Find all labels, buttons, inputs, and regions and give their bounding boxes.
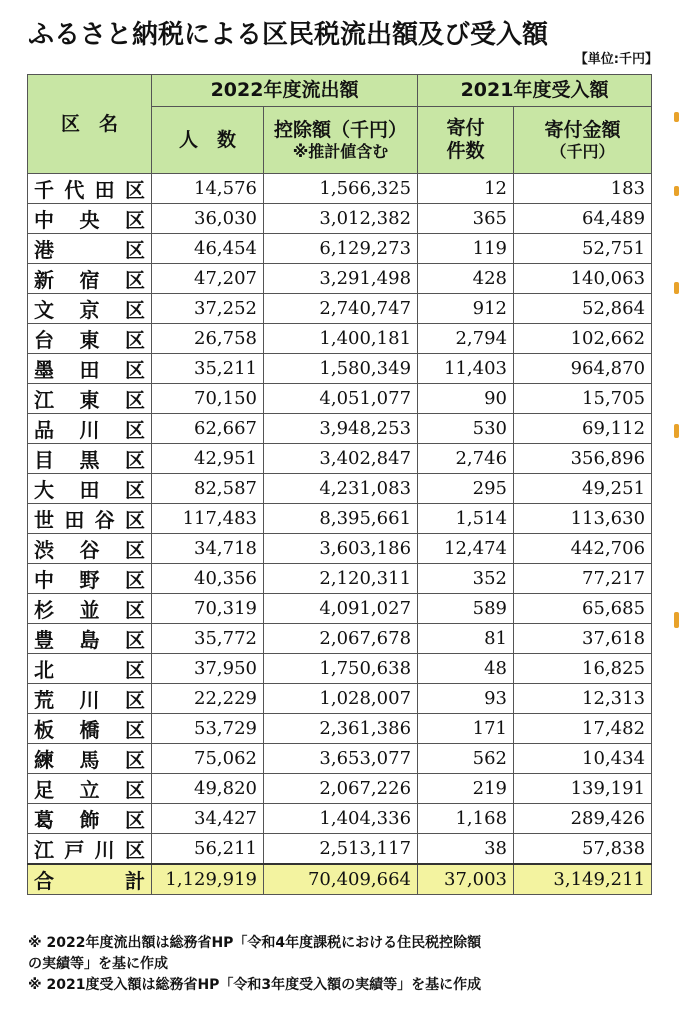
count-cell: 1,168 [418, 804, 514, 834]
deduction-cell: 6,129,273 [264, 234, 418, 264]
footnote-line: の実績等」を基に作成 [28, 956, 168, 972]
count-cell: 81 [418, 624, 514, 654]
count-cell: 2,746 [418, 444, 514, 474]
deduction-cell: 4,091,027 [264, 594, 418, 624]
header-amount [514, 107, 652, 174]
table-row [28, 204, 652, 234]
total-label: 合計 [28, 864, 152, 895]
header-inflow-group: 2021年度受入額 [418, 75, 652, 107]
deduction-cell: 1,400,181 [264, 324, 418, 354]
people-cell: 37,950 [152, 654, 264, 684]
count-cell: 428 [418, 264, 514, 294]
people-cell: 14,576 [152, 174, 264, 204]
table-row [28, 594, 652, 624]
ward-name: 北区 [28, 654, 152, 684]
ward-name: 港区 [28, 234, 152, 264]
table-row [28, 684, 652, 714]
footnote-line: ※ 2022年度流出額は総務省HP「令和4年度課税における住民税控除額 [28, 935, 482, 951]
table-row [28, 414, 652, 444]
ward-name: 渋谷区 [28, 534, 152, 564]
header-amount-line1: 寄付金額 [544, 119, 621, 141]
amount-cell: 12,313 [514, 684, 652, 714]
total-count: 37,003 [418, 864, 514, 895]
amount-cell: 57,838 [514, 834, 652, 865]
footnote-line: ※ 2021度受入額は総務省HP「令和3年度受入額の実績等」を基に作成 [28, 977, 482, 993]
people-cell: 34,427 [152, 804, 264, 834]
amount-cell: 52,864 [514, 294, 652, 324]
ward-name: 練馬区 [28, 744, 152, 774]
people-cell: 35,772 [152, 624, 264, 654]
table-row [28, 834, 652, 865]
deduction-cell: 2,361,386 [264, 714, 418, 744]
header-deduction-line2: ※推計値含む [292, 141, 389, 161]
table-row [28, 324, 652, 354]
header-deduction [264, 107, 418, 174]
count-cell: 562 [418, 744, 514, 774]
amount-cell: 65,685 [514, 594, 652, 624]
count-cell: 12 [418, 174, 514, 204]
amount-cell: 140,063 [514, 264, 652, 294]
deduction-cell: 1,566,325 [264, 174, 418, 204]
total-people: 1,129,919 [152, 864, 264, 895]
ward-name: 江東区 [28, 384, 152, 414]
count-cell: 48 [418, 654, 514, 684]
people-cell: 53,729 [152, 714, 264, 744]
deduction-cell: 4,231,083 [264, 474, 418, 504]
count-cell: 1,514 [418, 504, 514, 534]
people-cell: 117,483 [152, 504, 264, 534]
count-cell: 365 [418, 204, 514, 234]
header-outflow-group: 2022年度流出額 [152, 75, 418, 107]
ward-name: 江戸川区 [28, 834, 152, 865]
deduction-cell: 1,404,336 [264, 804, 418, 834]
deduction-cell: 3,291,498 [264, 264, 418, 294]
deduction-cell: 1,750,638 [264, 654, 418, 684]
deduction-cell: 3,402,847 [264, 444, 418, 474]
people-cell: 35,211 [152, 354, 264, 384]
page-title: ふるさと納税による区民税流出額及び受入額 [28, 20, 549, 50]
total-amount: 3,149,211 [514, 864, 652, 895]
table-row [28, 564, 652, 594]
deduction-cell: 2,120,311 [264, 564, 418, 594]
count-cell: 119 [418, 234, 514, 264]
amount-cell: 139,191 [514, 774, 652, 804]
deduction-cell: 2,740,747 [264, 294, 418, 324]
ward-name: 千代田区 [28, 174, 152, 204]
amount-cell: 10,434 [514, 744, 652, 774]
amount-cell: 49,251 [514, 474, 652, 504]
table-row [28, 534, 652, 564]
deduction-cell: 2,513,117 [264, 834, 418, 865]
amount-cell: 17,482 [514, 714, 652, 744]
edge-decoration [674, 112, 679, 122]
people-cell: 47,207 [152, 264, 264, 294]
deduction-cell: 8,395,661 [264, 504, 418, 534]
table-row [28, 384, 652, 414]
amount-cell: 16,825 [514, 654, 652, 684]
header-count [418, 107, 514, 174]
edge-decoration [674, 424, 679, 438]
ward-name: 板橋区 [28, 714, 152, 744]
count-cell: 90 [418, 384, 514, 414]
amount-cell: 113,630 [514, 504, 652, 534]
people-cell: 70,319 [152, 594, 264, 624]
people-cell: 34,718 [152, 534, 264, 564]
count-cell: 912 [418, 294, 514, 324]
deduction-cell: 1,028,007 [264, 684, 418, 714]
deduction-cell: 4,051,077 [264, 384, 418, 414]
amount-cell: 77,217 [514, 564, 652, 594]
table-row [28, 654, 652, 684]
deduction-cell: 1,580,349 [264, 354, 418, 384]
amount-cell: 964,870 [514, 354, 652, 384]
deduction-cell: 3,603,186 [264, 534, 418, 564]
total-deduction: 70,409,664 [264, 864, 418, 895]
ward-name: 葛飾区 [28, 804, 152, 834]
table-row [28, 804, 652, 834]
people-cell: 40,356 [152, 564, 264, 594]
edge-decoration [674, 612, 679, 628]
ward-name: 中央区 [28, 204, 152, 234]
ward-name: 杉並区 [28, 594, 152, 624]
ward-name: 品川区 [28, 414, 152, 444]
deduction-cell: 2,067,678 [264, 624, 418, 654]
amount-cell: 69,112 [514, 414, 652, 444]
count-cell: 2,794 [418, 324, 514, 354]
table-row [28, 504, 652, 534]
ward-name: 大田区 [28, 474, 152, 504]
count-cell: 38 [418, 834, 514, 865]
tax-table [27, 74, 652, 895]
edge-decoration [674, 282, 679, 294]
people-cell: 42,951 [152, 444, 264, 474]
people-cell: 37,252 [152, 294, 264, 324]
table-row [28, 354, 652, 384]
amount-cell: 15,705 [514, 384, 652, 414]
deduction-cell: 2,067,226 [264, 774, 418, 804]
amount-cell: 102,662 [514, 324, 652, 354]
ward-name: 墨田区 [28, 354, 152, 384]
table-row [28, 774, 652, 804]
table-row [28, 714, 652, 744]
count-cell: 171 [418, 714, 514, 744]
table-row [28, 474, 652, 504]
header-people: 人 数 [152, 107, 264, 174]
people-cell: 49,820 [152, 774, 264, 804]
amount-cell: 183 [514, 174, 652, 204]
header-amount-line2: （千円） [550, 141, 615, 161]
deduction-cell: 3,012,382 [264, 204, 418, 234]
amount-cell: 64,489 [514, 204, 652, 234]
people-cell: 56,211 [152, 834, 264, 865]
total-row [28, 864, 652, 895]
table-row [28, 234, 652, 264]
people-cell: 26,758 [152, 324, 264, 354]
ward-name: 新宿区 [28, 264, 152, 294]
ward-name: 足立区 [28, 774, 152, 804]
amount-cell: 52,751 [514, 234, 652, 264]
count-cell: 589 [418, 594, 514, 624]
people-cell: 62,667 [152, 414, 264, 444]
people-cell: 46,454 [152, 234, 264, 264]
count-cell: 295 [418, 474, 514, 504]
count-cell: 352 [418, 564, 514, 594]
table-row [28, 294, 652, 324]
deduction-cell: 3,653,077 [264, 744, 418, 774]
unit-label: 【単位:千円】 [574, 52, 658, 67]
people-cell: 22,229 [152, 684, 264, 714]
ward-name: 豊島区 [28, 624, 152, 654]
table-row [28, 744, 652, 774]
ward-name: 中野区 [28, 564, 152, 594]
table-row [28, 624, 652, 654]
ward-name: 台東区 [28, 324, 152, 354]
header-deduction-line1: 控除額（千円） [274, 119, 408, 141]
footnotes [28, 933, 668, 996]
edge-decoration [674, 186, 679, 196]
amount-cell: 37,618 [514, 624, 652, 654]
count-cell: 530 [418, 414, 514, 444]
table-row [28, 444, 652, 474]
people-cell: 36,030 [152, 204, 264, 234]
amount-cell: 442,706 [514, 534, 652, 564]
ward-name: 目黒区 [28, 444, 152, 474]
ward-name: 荒川区 [28, 684, 152, 714]
amount-cell: 356,896 [514, 444, 652, 474]
people-cell: 82,587 [152, 474, 264, 504]
table-row [28, 264, 652, 294]
table-row [28, 174, 652, 204]
count-cell: 93 [418, 684, 514, 714]
ward-name: 文京区 [28, 294, 152, 324]
header-count-line2: 件数 [446, 140, 485, 162]
deduction-cell: 3,948,253 [264, 414, 418, 444]
count-cell: 12,474 [418, 534, 514, 564]
header-ward: 区 名 [28, 75, 152, 174]
count-cell: 11,403 [418, 354, 514, 384]
amount-cell: 289,426 [514, 804, 652, 834]
count-cell: 219 [418, 774, 514, 804]
people-cell: 75,062 [152, 744, 264, 774]
table-body [28, 174, 652, 865]
people-cell: 70,150 [152, 384, 264, 414]
ward-name: 世田谷区 [28, 504, 152, 534]
header-count-line1: 寄付 [446, 117, 485, 140]
